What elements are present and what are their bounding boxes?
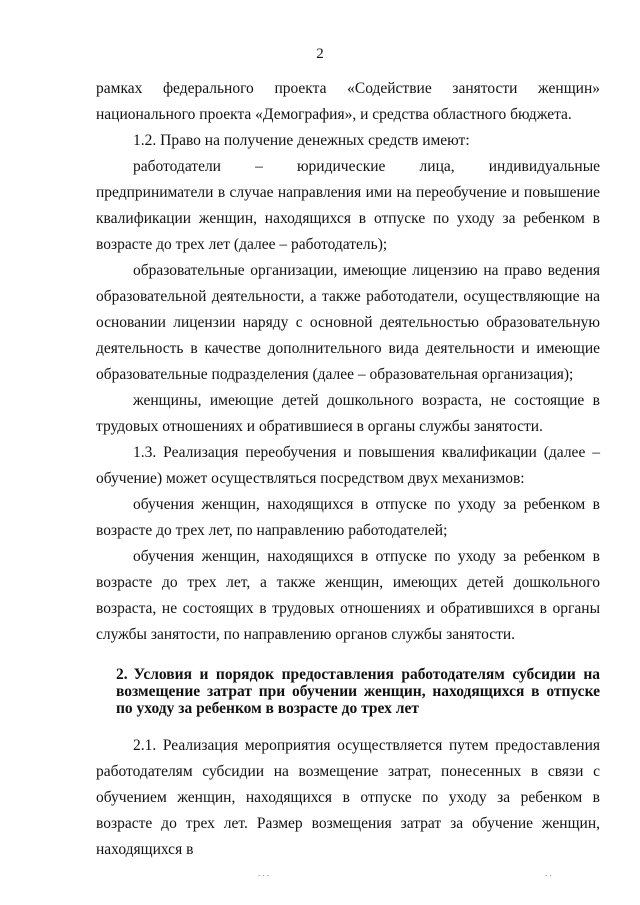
paragraph-mechanism-1: обучения женщин, находящихся в отпуске по уходу за ребенком в возрасте до трех лет, по направлению работодателей; [96, 496, 600, 539]
paragraph-mechanism-2: обучения женщин, находящихся в отпуске по уходу за ребенком в возрасте до трех лет, а также женщин, имеющих детей дошкольного возраста, не состоящих в трудовых отношениях и обратившихся в органы службы занятости, по направлению органов службы занятости. [96, 548, 600, 643]
paragraph-1-2: 1.2. Право на получение денежных средств имеют: [133, 132, 470, 149]
paragraph-continuation: рамках федерального проекта «Содействие занятости женщин» национального проекта «Демография», и средства областного бюджета. [96, 80, 600, 123]
paragraph-women: женщины, имеющие детей дошкольного возраста, не состоящие в трудовых отношениях и обратившиеся в органы службы занятости. [96, 392, 600, 435]
page-number: 2 [316, 46, 324, 62]
paragraph-educational-orgs: образовательные организации, имеющие лицензию на право ведения образовательной деятельности, а также работодатели, осуществляющие на основании лицензии наряду с основной деятельностью образовательную деятельность в качестве дополнительного вида деятельности и имеющие образовательные подразделения (далее – образовательная организация); [96, 262, 600, 383]
scan-mark-right: . . [545, 868, 552, 878]
paragraph-employers: работодатели – юридические лица, индивидуальные предприниматели в случае направления ими на переобучение и повышение квалификации женщин, находящихся в отпуске по уходу за ребенком в возрасте до трех лет (далее – работодатель); [96, 158, 600, 253]
section-2-number: 2. [116, 666, 128, 683]
section-2-heading [96, 666, 600, 717]
section-2-title: Условия и порядок предоставления работодателям субсидии на возмещение затрат при обучении женщин, находящихся в отпуске по уходу за ребенком в возрасте до трех лет [116, 666, 600, 717]
document-body [96, 76, 600, 863]
paragraph-2-1: 2.1. Реализация мероприятия осуществляется путем предоставления работодателям субсидии на возмещение затрат, понесенных в связи с обучением женщин, находящихся в отпуске по уходу за ребенком в возрасте до трех лет. Размер возмещения затрат за обучение женщин, находящихся в [96, 737, 600, 858]
scan-mark-left: . . . [258, 868, 270, 878]
paragraph-1-3: 1.3. Реализация переобучения и повышения квалификации (далее – обучение) может осуществляться посредством двух механизмов: [96, 444, 600, 487]
